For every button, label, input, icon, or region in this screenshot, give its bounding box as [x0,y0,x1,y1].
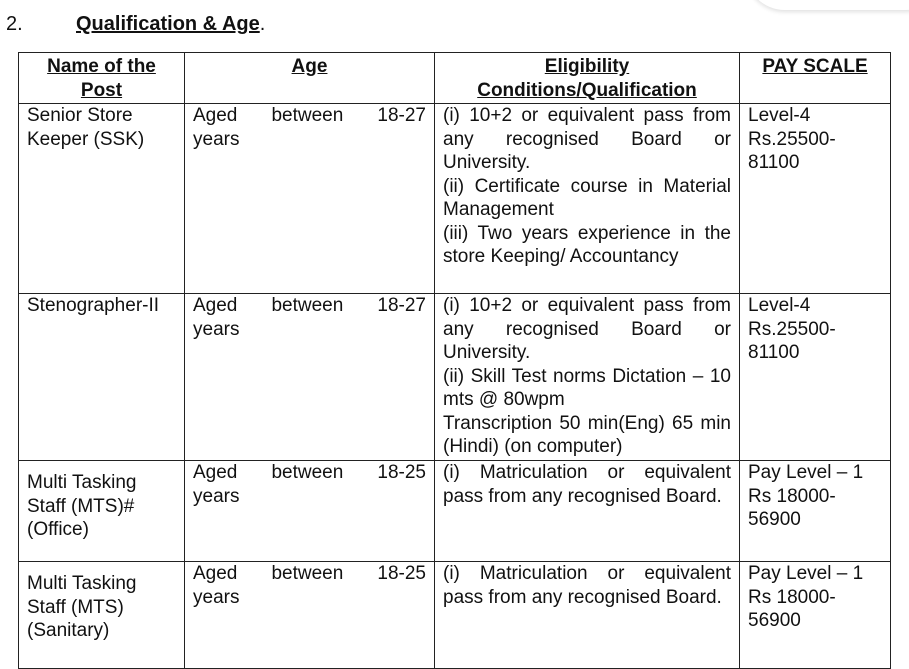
age-range: 18-27 [377,295,426,316]
pay-range-end: 56900 [748,509,801,530]
eligibility-line: (i) 10+2 or equivalent pass from any recognised Board or University. [443,295,731,363]
eligibility-cell [435,562,740,669]
section-title-suffix: . [259,13,266,35]
age-range: 18-25 [377,563,426,584]
pay-range: Rs 18000- [748,485,836,507]
age-word: between [271,462,344,483]
table-row [19,562,891,669]
pay-cell [740,104,891,294]
age-cell [185,104,435,294]
eligibility-line: (iii) Two years experience in the store Keeping/ Accountancy [443,222,731,267]
eligibility-line: (i) 10+2 or equivalent pass from any recognised Board or University. [443,105,731,173]
header-eligibility: Eligibility Conditions/Qualification [435,53,740,104]
header-age: Age [185,53,435,104]
pay-cell [740,461,891,562]
age-line2: years [193,318,240,340]
age-word: between [271,295,344,316]
pay-range: Rs.25500- [748,128,836,150]
age-range: 18-27 [377,105,426,126]
age-cell [185,294,435,461]
header-pay: PAY SCALE [740,53,891,104]
eligibility-cell [435,461,740,562]
age-line2: years [193,586,240,608]
age-range: 18-25 [377,462,426,483]
table-header-row [19,53,891,104]
age-cell [185,461,435,562]
eligibility-line: (i) Matriculation or equivalent pass from any recognised Board. [443,462,731,507]
post-cell: Senior Store Keeper (SSK) [19,104,185,294]
age-word: Aged [193,563,238,584]
table-row [19,104,891,294]
section-title: Qualification & Age [76,13,260,35]
age-word: Aged [193,295,238,316]
pay-cell [740,294,891,461]
header-post: Name of the Post [19,53,185,104]
qualification-table [18,52,891,669]
age-word: Aged [193,105,238,126]
table-row [19,294,891,461]
section-number: 2. [6,13,23,35]
age-word: Aged [193,462,238,483]
pay-range: Rs 18000- [748,586,836,608]
table-row [19,461,891,562]
pay-level: Pay Level – 1 [748,563,864,584]
age-line2: years [193,128,240,150]
eligibility-cell [435,294,740,461]
age-word: between [271,563,344,584]
eligibility-line: Transcription 50 min(Eng) 65 min (Hindi) (on computer) [443,412,731,457]
pay-level: Level-4 [748,105,811,126]
pay-level: Level-4 [748,295,811,316]
age-line2: years [193,485,240,507]
section-heading [6,12,265,36]
pay-range: Rs.25500- [748,318,836,340]
eligibility-line: (ii) Skill Test norms Dictation – 10 mts @ 80wpm [443,365,731,410]
pay-range-end: 56900 [748,610,801,631]
pay-cell [740,562,891,669]
eligibility-line: (i) Matriculation or equivalent pass from any recognised Board. [443,563,731,608]
post-cell: Stenographer-II [19,294,185,461]
eligibility-cell [435,104,740,294]
age-cell [185,562,435,669]
corner-shadow [745,0,909,10]
pay-range-end: 81100 [748,342,800,363]
eligibility-line: (ii) Certificate course in Material Management [443,175,731,220]
pay-range-end: 81100 [748,152,800,173]
post-cell: Multi Tasking Staff (MTS)# (Office) [19,461,185,562]
pay-level: Pay Level – 1 [748,462,864,483]
age-word: between [271,105,344,126]
post-cell: Multi Tasking Staff (MTS) (Sanitary) [19,562,185,669]
